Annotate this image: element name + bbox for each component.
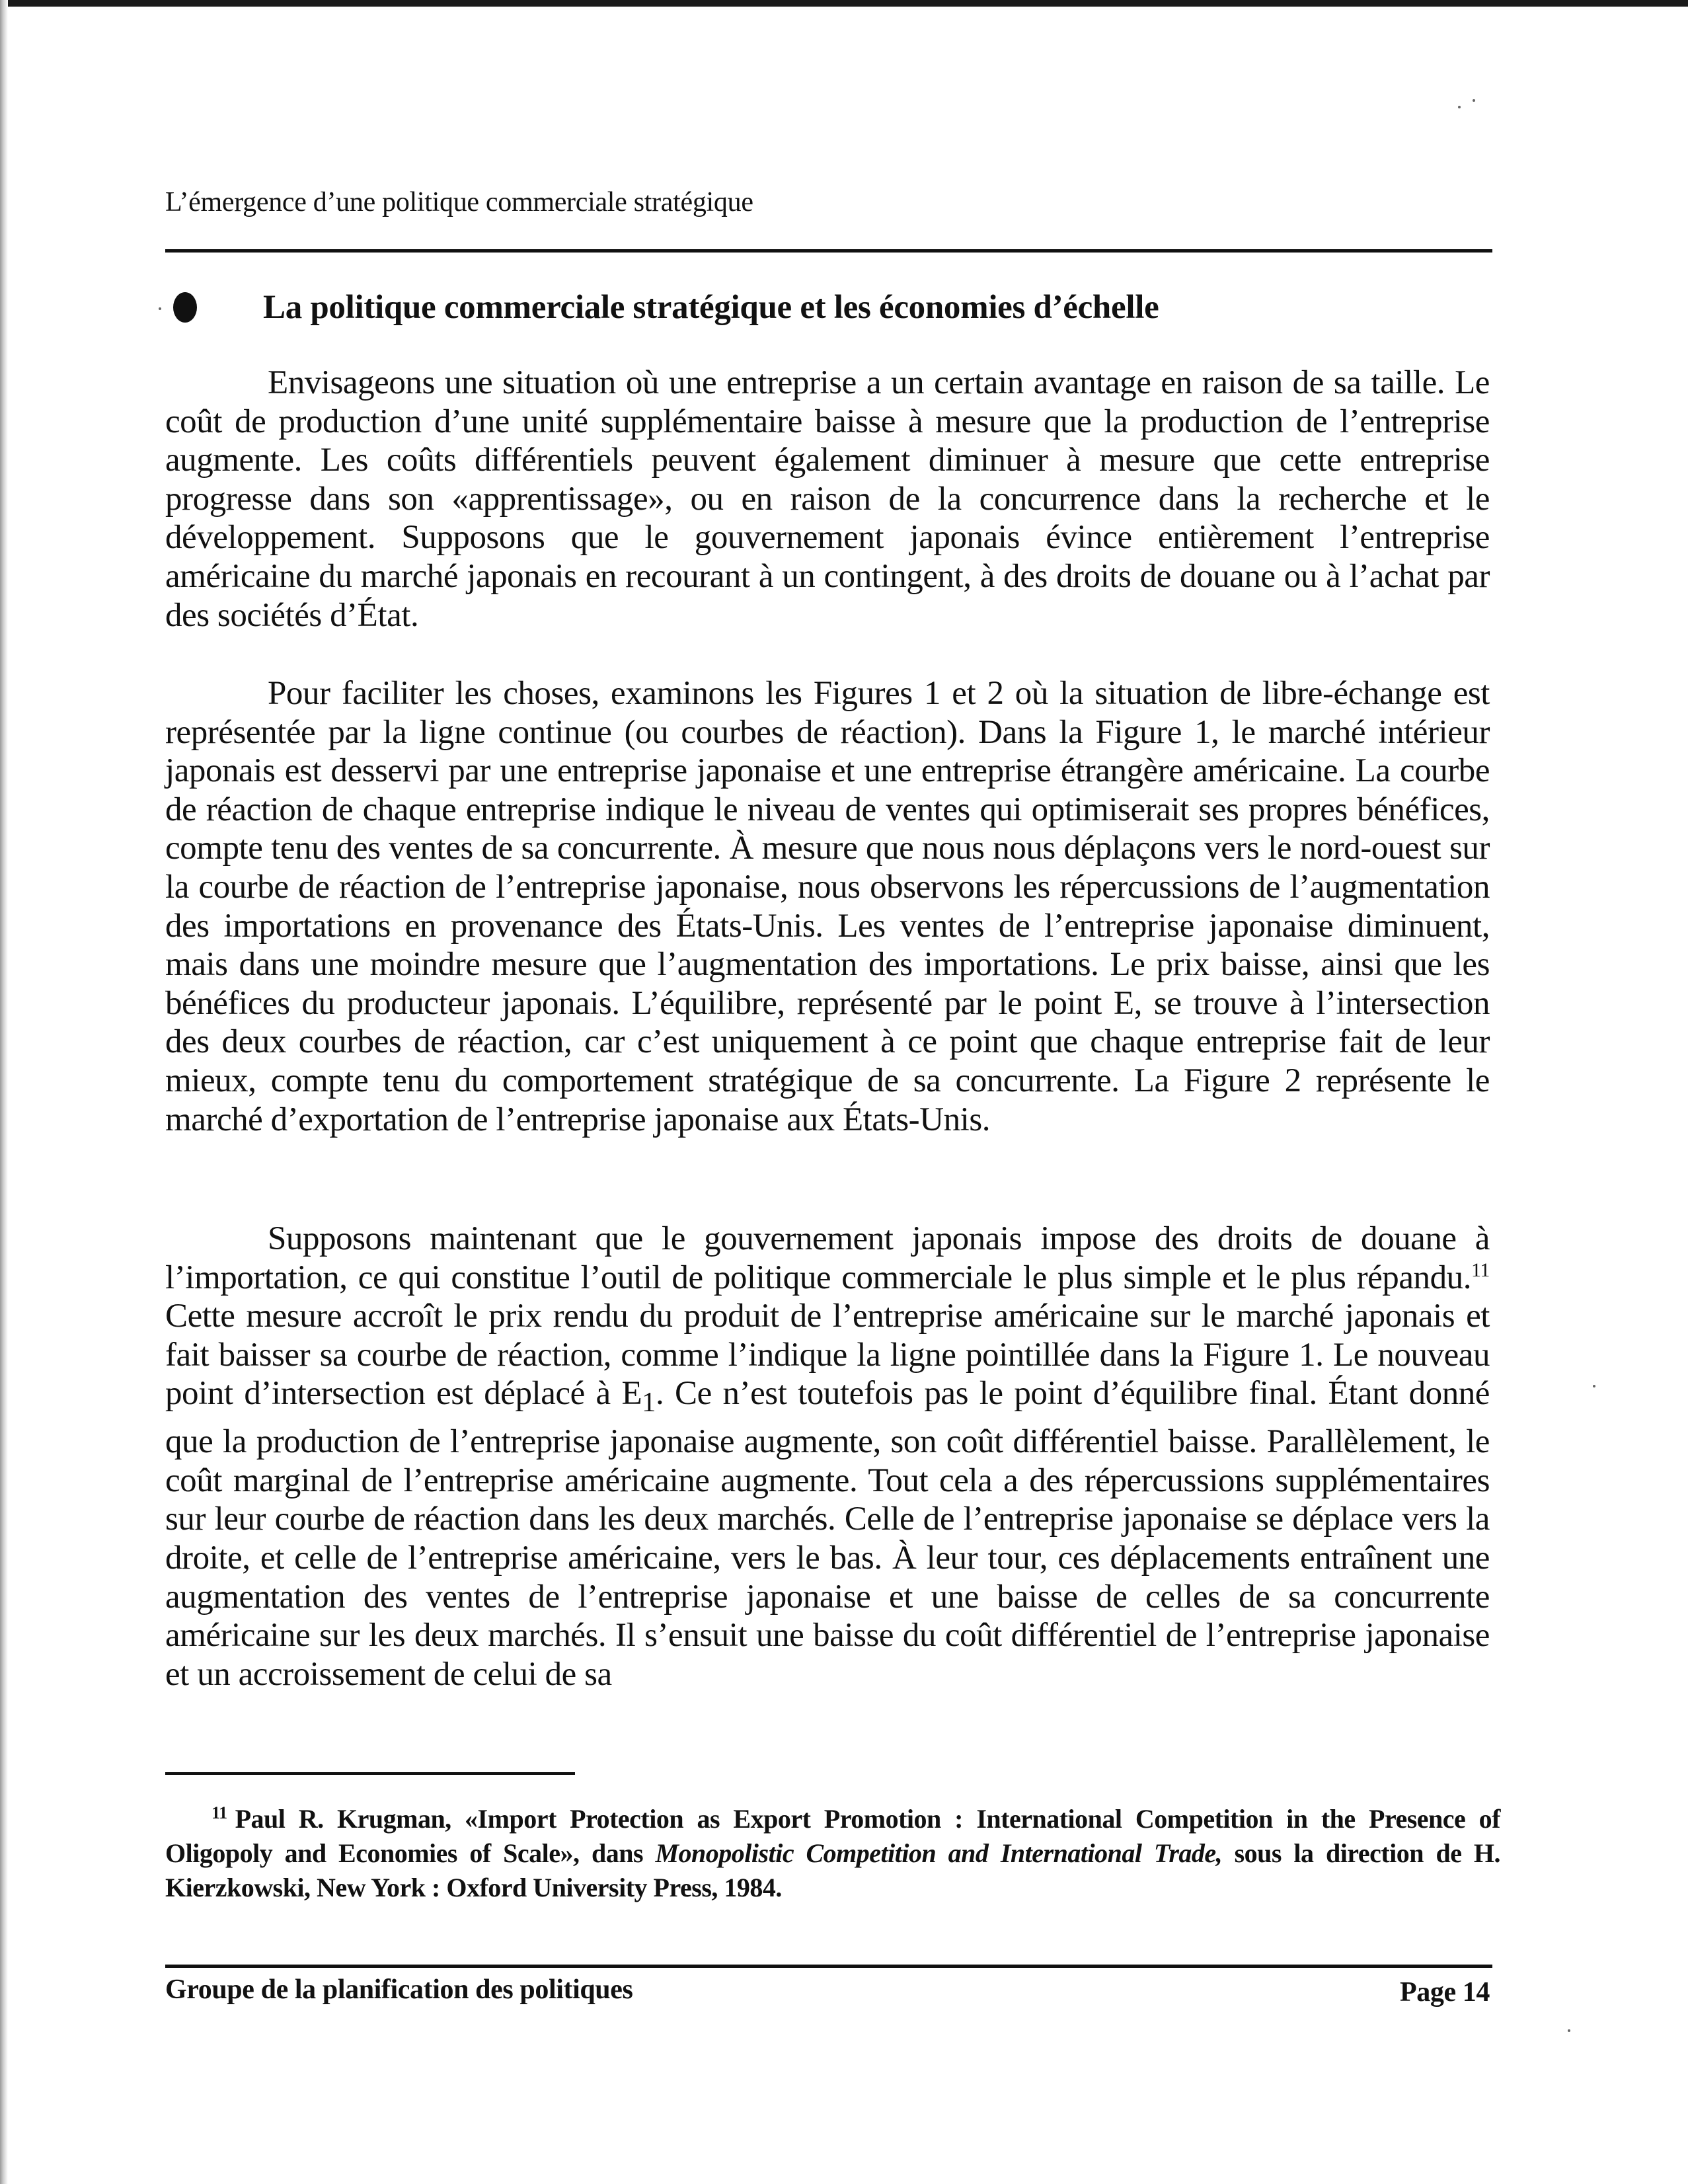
scan-speck — [1568, 2029, 1570, 2032]
paragraph-3-text — [165, 1220, 1490, 1694]
footnote-number: 11 — [211, 1803, 227, 1822]
header-rule — [165, 249, 1492, 253]
paragraph-1 — [165, 364, 1490, 635]
scan-left-edge — [0, 0, 8, 2184]
bullet-icon — [173, 292, 197, 323]
footer-organization: Groupe de la planification des politiques — [165, 1974, 633, 2005]
section-title: La politique commerciale stratégique et les économies d’échelle — [263, 289, 1159, 326]
footnote-separator — [165, 1772, 575, 1775]
paragraph-2-text: Pour faciliter les choses, examinons les Figures 1 et 2 où la situation de libre-échange est représentée par la ligne continue (ou courbes de réaction). Dans la Figure 1, le marché intérieur japonais est desservi par une entreprise japonaise et une entreprise étrangère américaine. La courbe de réaction de chaque entreprise indique le niveau de ventes qui optimiserait ses propres bénéfices, compte tenu des ventes de sa concurrente. À mesure que nous nous déplaçons vers le nord-ouest sur la courbe de réaction de l’entreprise japonaise, nous observons les répercussions de l’augmentation des importations en provenance des États-Unis. Les ventes de l’entreprise japonaise diminuent, mais dans une moindre mesure que l’augmentation des importations. Le prix baisse, ainsi que les bénéfices du producteur japonais. L’équilibre, représenté par le point E, se trouve à l’intersection des deux courbes de réaction, car c’est uniquement à ce point que chaque entreprise fait de leur mieux, compte tenu du comportement stratégique de sa concurrente. La Figure 2 représente le marché d’exportation de l’entreprise japonaise aux États-Unis. — [165, 675, 1490, 1138]
scan-speck — [159, 307, 161, 310]
footnote-text-a: Paul R. Krugman, «Import Protection as Export Promotion : International Competition in the Presence of Oligopoly and Economies of Scale», dans — [165, 1804, 1500, 1868]
scan-speck — [1458, 106, 1461, 108]
scan-speck — [1593, 1385, 1595, 1387]
paragraph-3-part-b: Cette mesure accroît le prix rendu du produit de l’entreprise américaine sur le marché japonais et fait baisser sa courbe de réaction, comme l’indique la ligne pointillée dans la Figure 1. Le nouveau point d’intersection est déplacé à E — [165, 1298, 1490, 1413]
running-header: L’émergence d’une politique commerciale stratégique — [165, 187, 753, 217]
scan-top-border — [0, 0, 1688, 7]
footnote — [165, 1802, 1500, 1905]
footer-rule — [165, 1965, 1492, 1968]
scan-speck — [1473, 99, 1475, 102]
subscript-e1: 1 — [642, 1387, 656, 1419]
paragraph-3-part-a: Supposons maintenant que le gouvernement japonais impose des droits de douane à l’importation, ce qui constitue l’outil de politique commerciale le plus simple et le plus répandu. — [165, 1220, 1490, 1296]
page-number: Page 14 — [1400, 1977, 1490, 2008]
paragraph-3 — [165, 1220, 1490, 1694]
footnote-book-title: Monopolistic Competition and International Trade, — [655, 1838, 1223, 1868]
paragraph-3-part-c: . Ce n’est toutefois pas le point d’équilibre final. Étant donné que la production de l’entreprise japonaise augmente, son coût différentiel baisse. Parallèlement, le coût marginal de l’entreprise américaine augmente. Tout cela a des répercussions supplémentaires sur leur courbe de réaction dans les deux marchés. Celle de l’entreprise japonaise se déplace vers la droite, et celle de l’entreprise américaine, vers le bas. À leur tour, ces déplacements entraînent une augmentation des ventes de l’entreprise japonaise et une baisse de celles de sa concurrente américaine sur les deux marchés. Il s’ensuit une baisse du coût différentiel de l’entreprise japonaise et un accroissement de celui de sa — [165, 1375, 1490, 1693]
paragraph-2 — [165, 674, 1490, 1139]
footnote-reference: 11 — [1471, 1259, 1490, 1281]
footnote-text-b: sous la direction de H. Kierzkowski, New York : Oxford University Press, 1984. — [165, 1838, 1501, 1902]
paragraph-1-text: Envisageons une situation où une entreprise a un certain avantage en raison de sa taille. Le coût de production d’une unité supplémentaire baisse à mesure que la production de l’entreprise augmente. Les coûts différentiels peuvent également diminuer à mesure que cette entreprise progresse dans son «apprentissage», ou en raison de la concurrence dans la recherche et le développement. Supposons que le gouvernement japonais évince entièrement l’entreprise américaine du marché japonais en recourant à un contingent, à des droits de douane ou à l’achat par des sociétés d’État. — [165, 364, 1490, 634]
